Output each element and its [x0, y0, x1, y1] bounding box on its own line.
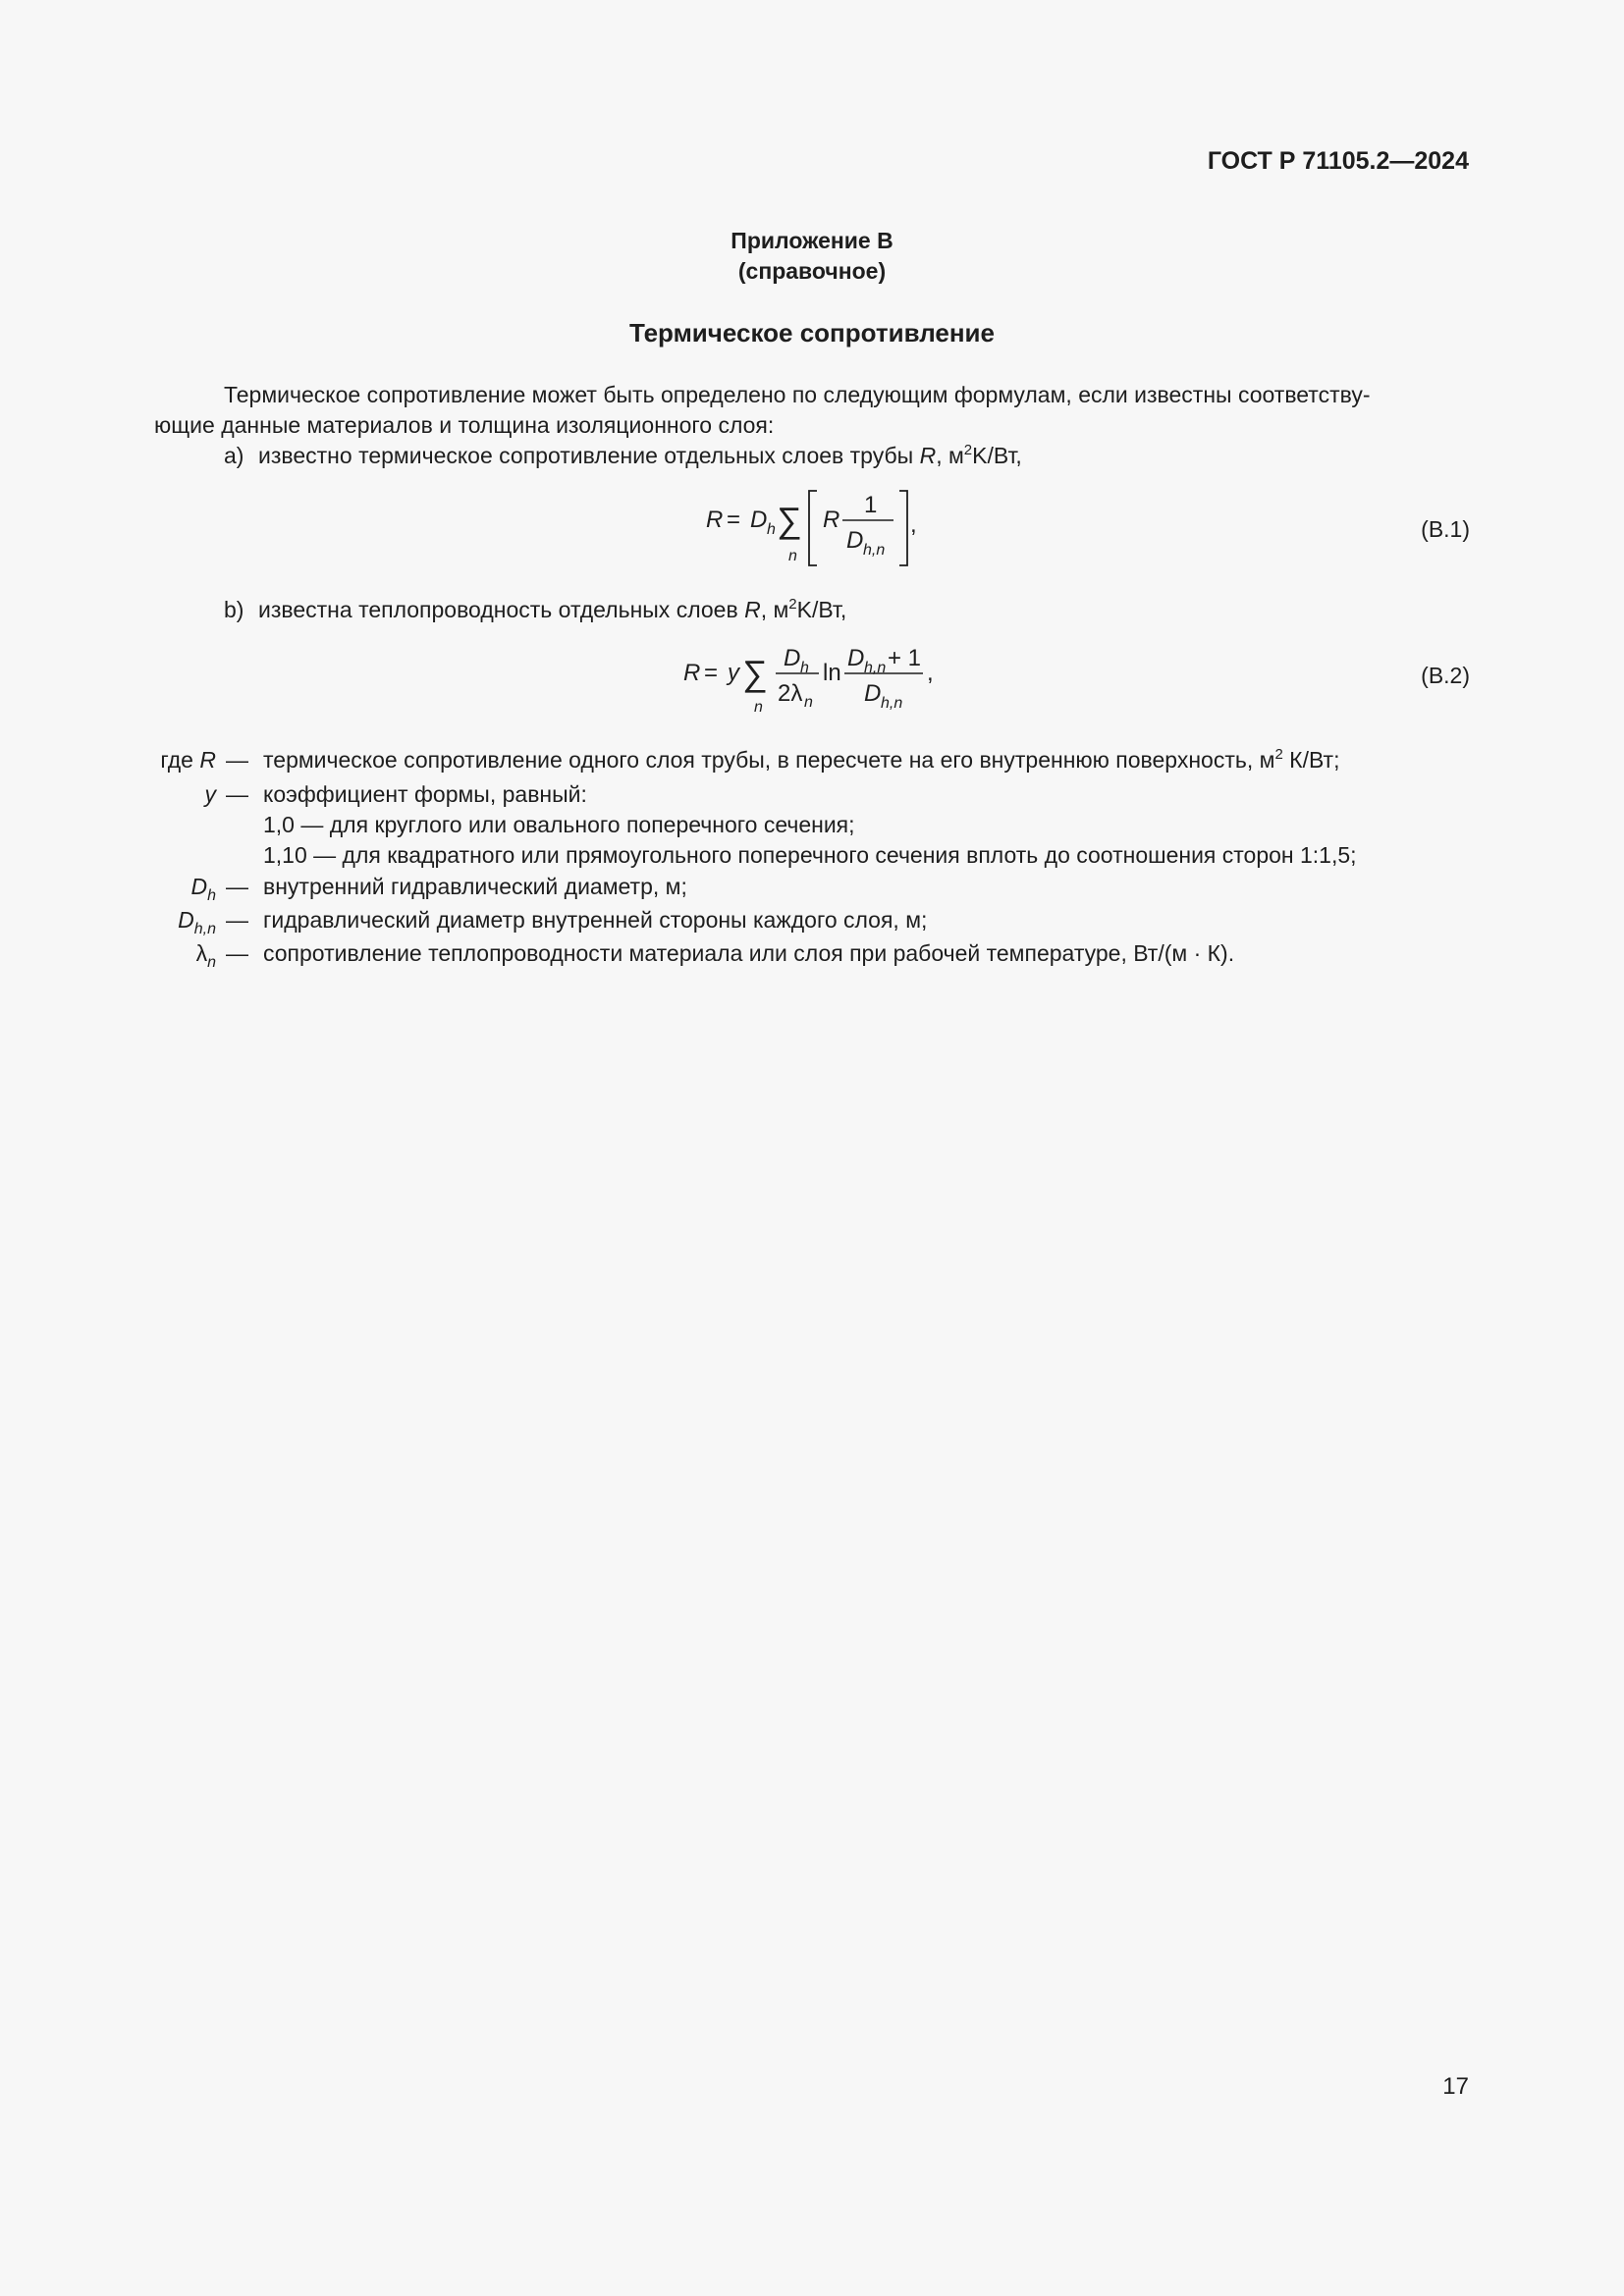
svg-text:n: n	[788, 548, 797, 564]
where-row-lambda	[0, 938, 1624, 969]
symbol-subscript: n	[207, 954, 216, 971]
svg-text:R: R	[823, 507, 840, 533]
unit-exponent: 2	[963, 442, 973, 458]
section-title: Термическое сопротивление	[628, 318, 995, 347]
unit-text: , м	[760, 597, 789, 622]
svg-text:∑: ∑	[742, 653, 768, 693]
symbol-d: D	[190, 874, 208, 899]
equation-number-b1: (В.1)	[1421, 516, 1470, 542]
svg-text:n: n	[754, 699, 763, 716]
unit-rest: K/Вт,	[796, 597, 847, 622]
intro-line-2: ющие данные материалов и толщина изоляционного слоя:	[154, 412, 775, 438]
list-item-letter: а)	[224, 443, 244, 468]
svg-text:∑: ∑	[777, 500, 802, 540]
svg-text:,: ,	[910, 511, 917, 538]
svg-text:D: D	[750, 507, 768, 533]
where-description: внутренний гидравлический диаметр, м;	[263, 874, 687, 899]
where-description	[263, 745, 1339, 775]
annex-title: Приложение В	[731, 228, 893, 253]
document-code: ГОСТ Р 71105.2—2024	[1207, 147, 1469, 175]
svg-text:R: R	[706, 507, 724, 533]
svg-text:D: D	[784, 645, 801, 671]
symbol-subscript: h	[207, 887, 216, 904]
svg-text:1: 1	[864, 492, 878, 518]
svg-text:=: =	[704, 660, 719, 686]
where-description: гидравлический диаметр внутренней стороны каждого слоя, м;	[263, 907, 928, 933]
svg-text:R: R	[683, 660, 701, 686]
formula-b2	[677, 636, 952, 719]
where-description: сопротивление теплопроводности материала или слоя при рабочей температуре, Вт/(м · К).	[263, 940, 1235, 966]
unit-rest: К/Вт;	[1282, 747, 1340, 773]
svg-text:+ 1: + 1	[888, 645, 922, 671]
unit-rest: K/Вт,	[972, 443, 1022, 468]
svg-text:h: h	[800, 660, 809, 676]
where-text: термическое сопротивление одного слоя трубы, в пересчете на его внутреннюю поверхность, м	[263, 747, 1275, 773]
symbol-r: R	[199, 747, 216, 773]
list-item-b	[224, 595, 846, 625]
where-description: коэффициент формы, равный:	[263, 781, 587, 807]
svg-text:h,n: h,n	[881, 695, 903, 712]
symbol-subscript: h,n	[193, 921, 216, 937]
list-item-text: известна теплопроводность отдельных слоев	[258, 597, 745, 622]
symbol-d: D	[178, 907, 194, 933]
symbol-r: R	[744, 597, 761, 622]
svg-text:D: D	[846, 527, 864, 554]
form-value-1: 1,0 — для круглого или овального поперечного сечения;	[263, 812, 855, 837]
svg-text:y: y	[728, 660, 739, 686]
page-number: 17	[1442, 2073, 1469, 2100]
unit-exponent: 2	[788, 596, 797, 613]
where-symbol	[178, 905, 216, 935]
svg-text:n: n	[804, 694, 813, 711]
list-item-a	[224, 441, 1022, 471]
annex-subtitle: (справочное)	[737, 258, 887, 284]
svg-text:ln: ln	[823, 660, 841, 686]
svg-text:h,n: h,n	[864, 660, 887, 676]
where-row-y	[0, 779, 1624, 810]
where-prefix: где	[160, 747, 193, 773]
svg-text:h,n: h,n	[863, 542, 886, 559]
list-item-letter: b)	[224, 597, 244, 622]
where-row-r	[0, 745, 1624, 775]
unit-exponent: 2	[1274, 746, 1283, 763]
svg-text:D: D	[847, 645, 865, 671]
where-dash: —	[226, 907, 248, 933]
form-value-2: 1,10 — для квадратного или прямоугольного поперечного сечения вплоть до соотношения сторон 1:1,5;	[263, 842, 1357, 868]
where-symbol	[190, 872, 216, 902]
svg-text:2λ: 2λ	[778, 680, 803, 707]
where-row-dh	[0, 872, 1624, 902]
where-dash: —	[226, 747, 248, 773]
intro-line-1: Термическое сопротивление может быть определено по следующим формулам, если известны соответству-	[224, 382, 1371, 407]
unit-text: , м	[936, 443, 964, 468]
symbol-y: y	[204, 781, 216, 807]
formula-b1	[687, 483, 943, 573]
svg-text:,: ,	[927, 660, 934, 686]
annex-heading	[0, 226, 1624, 287]
list-item-text: известно термическое сопротивление отдельных слоев трубы	[258, 443, 920, 468]
svg-text:h: h	[767, 521, 776, 538]
equation-number-b2: (В.2)	[1421, 663, 1470, 688]
symbol-lambda: λ	[195, 940, 208, 966]
where-dash: —	[226, 874, 248, 899]
where-symbol	[205, 779, 217, 810]
where-dash: —	[226, 781, 248, 807]
where-symbol	[160, 745, 216, 775]
svg-text:=: =	[727, 507, 741, 533]
where-row-dhn	[0, 905, 1624, 935]
where-symbol	[196, 938, 216, 969]
svg-text:D: D	[864, 680, 882, 707]
symbol-r: R	[919, 443, 937, 468]
where-dash: —	[226, 940, 248, 966]
